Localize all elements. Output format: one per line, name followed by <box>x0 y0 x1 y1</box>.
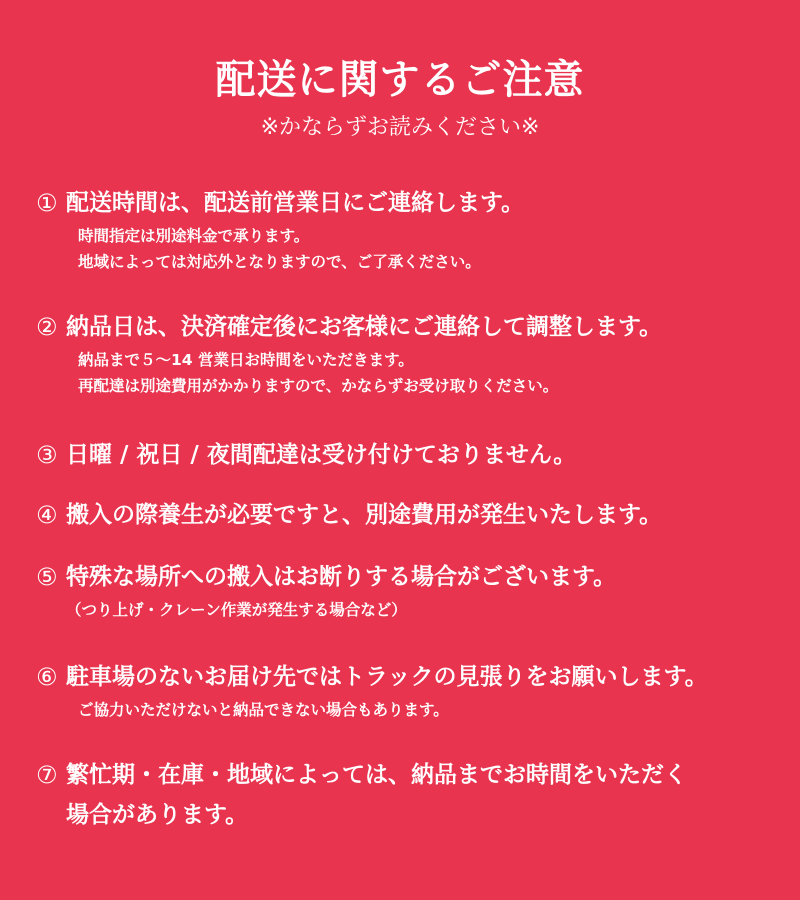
notice-heading <box>36 657 776 697</box>
item-number: ⑦ <box>36 761 58 789</box>
heading-text: 日曜 / 祝日 / 夜間配達は受け付けておりません。 <box>66 442 577 468</box>
notice-heading <box>36 755 776 835</box>
notice-item-1 <box>36 183 776 275</box>
notice-note: 地域によっては対応外となりますので、ご了承ください。 <box>78 253 481 271</box>
heading-text: 特殊な場所への搬入はお断りする場合がございます。 <box>66 564 617 590</box>
heading-text: 駐車場のないお届け先ではトラックの見張りをお願いします。 <box>66 664 708 690</box>
notice-note: 納品まで５～14 営業日お時間をいただきます。 <box>78 351 414 369</box>
notice-item-7 <box>36 755 776 835</box>
heading-text: 配送時間は、配送前営業日にご連絡します。 <box>66 190 525 216</box>
item-number: ① <box>36 189 58 217</box>
item-number: ③ <box>36 441 58 469</box>
page-title: 配送に関するご注意 <box>215 57 585 103</box>
notice-heading <box>36 307 776 347</box>
heading-text: 納品日は、決済確定後にお客様にご連絡して調整します。 <box>66 314 663 340</box>
notice-heading <box>36 183 776 223</box>
notice-item-3 <box>36 435 776 475</box>
heading-text: 繁忙期・在庫・地域によっては、納品までお時間をいただく 場合があります。 <box>66 762 687 828</box>
item-number: ⑥ <box>36 663 58 691</box>
item-number: ⑤ <box>36 563 58 591</box>
notice-item-5 <box>36 557 776 623</box>
item-number: ② <box>36 313 58 341</box>
notice-item-6 <box>36 657 776 723</box>
heading-text: 搬入の際養生が必要ですと、別途費用が発生いたします。 <box>66 502 663 528</box>
notice-heading <box>36 435 776 475</box>
notice-item-4 <box>36 495 776 535</box>
notice-note: （つり上げ・クレーン作業が発生する場合など） <box>66 601 407 619</box>
notice-heading <box>36 495 776 535</box>
notice-note: ご協力いただけないと納品できない場合もあります。 <box>78 701 449 719</box>
page-subtitle: ※かならずお読みください※ <box>260 115 540 140</box>
notice-heading <box>36 557 776 597</box>
item-number: ④ <box>36 501 58 529</box>
notice-note: 再配達は別途費用がかかりますので、かならずお受け取りください。 <box>78 377 559 395</box>
notice-item-2 <box>36 307 776 399</box>
notice-note: 時間指定は別途料金で承ります。 <box>78 227 310 245</box>
